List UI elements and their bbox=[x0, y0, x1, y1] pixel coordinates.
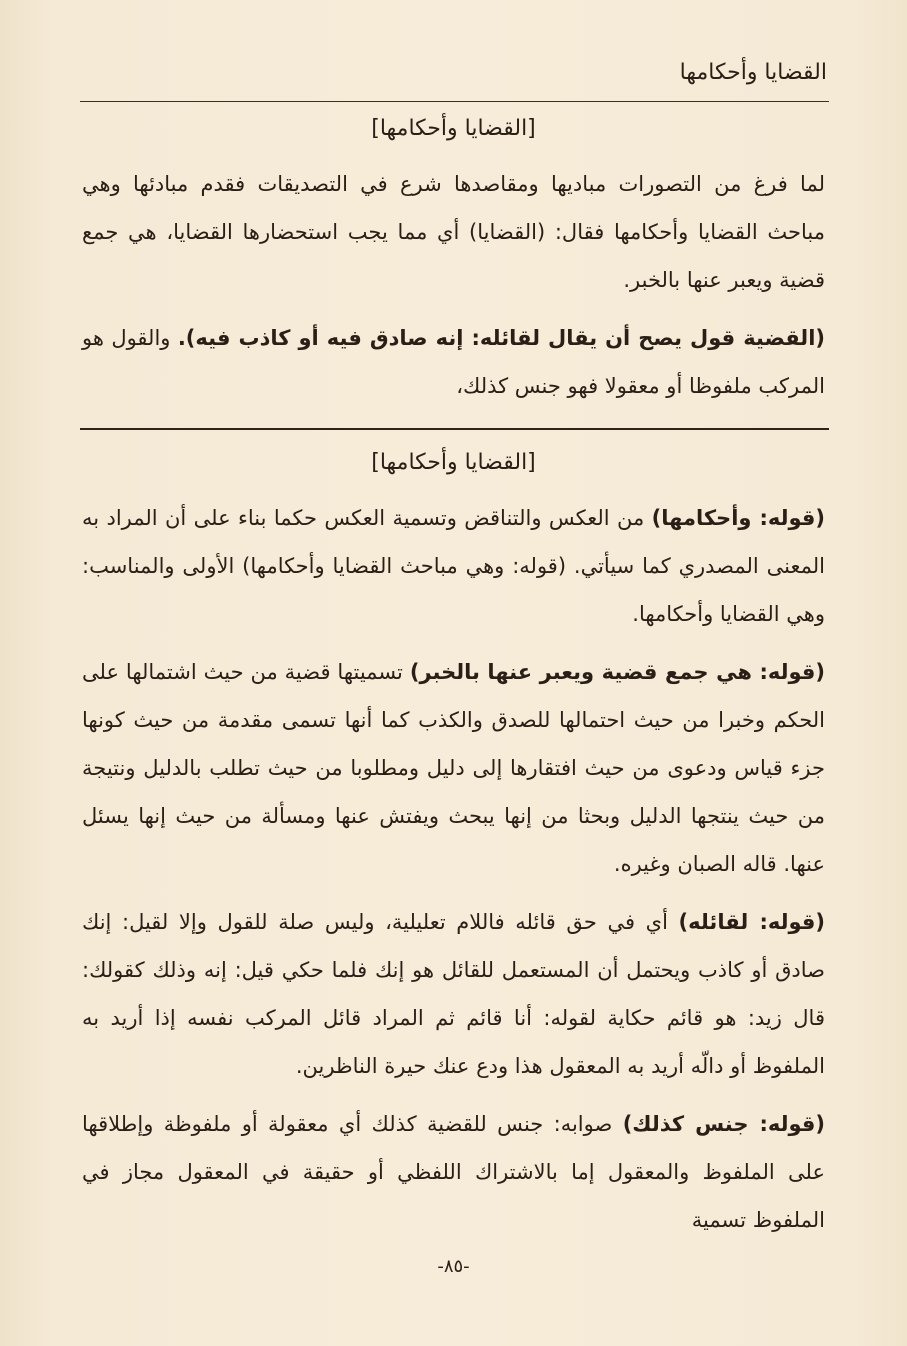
matn-paragraph-2-text: والقول هو المركب ملفوظا أو معقولا فهو جنس كذلك، bbox=[82, 326, 825, 398]
commentary-paragraph-2-lead: (قوله: هي جمع قضية ويعبر عنها بالخبر) bbox=[409, 660, 825, 684]
commentary-paragraph-4-lead: (قوله: جنس كذلك) bbox=[622, 1112, 825, 1136]
commentary-paragraph-2 bbox=[82, 648, 825, 888]
matn-paragraph-2 bbox=[82, 314, 825, 410]
commentary-paragraph-1 bbox=[82, 494, 825, 638]
commentary-paragraph-1-lead: (قوله: وأحكامها) bbox=[651, 506, 825, 530]
commentary-text bbox=[82, 494, 825, 1244]
matn-paragraph-2-lead: (القضية قول يصح أن يقال لقائله: إنه صادق فيه أو كاذب فيه). bbox=[177, 326, 825, 350]
matn-section-title: [القضايا وأحكامها] bbox=[371, 116, 536, 141]
header-rule bbox=[80, 101, 829, 102]
commentary-paragraph-2-text: تسميتها قضية من حيث اشتمالها على الحكم وخبرا من حيث احتمالها للصدق والكذب كما أنها تسمى مقدمة من حيث كونها جزء قياس ودعوى من حيث افتقارها إلى دليل ومطلوبا من حيث تطلب بالدليل ونتيجة من حيث ينتجها الدليل وبحثا من إنها يبحث ويفتش عنها ومسألة من حيث إنها يسئل عنها. قاله الصبان وغيره. bbox=[82, 660, 825, 876]
matn-paragraph-1 bbox=[82, 160, 825, 304]
commentary-section-title: [القضايا وأحكامها] bbox=[371, 450, 536, 475]
commentary-paragraph-4 bbox=[82, 1100, 825, 1244]
page-number: -٨٥- bbox=[437, 1256, 470, 1277]
matn-paragraph-1-text: لما فرغ من التصورات مباديها ومقاصدها شرع في التصديقات فقدم مبادئها وهي مباحث القضايا وأحكامها فقال: (القضايا) أي مما يجب استحضارها القضايا، هي جمع قضية ويعبر عنها بالخبر. bbox=[82, 172, 825, 292]
commentary-paragraph-3-text: أي في حق قائله فاللام تعليلية، وليس صلة للقول وإلا لقيل: إنك صادق أو كاذب ويحتمل أن المستعمل للقائل هو إنك فلما حكي قيل: إنه وذلك كقولك: قال زيد: هو قائم حكاية لقوله: أنا قائم ثم المراد قائل المركب نفسه إذا أريد به الملفوظ أو دالّه أريد به المعقول هذا ودع عنك حيرة الناظرين. bbox=[82, 910, 825, 1078]
matn-text bbox=[82, 160, 825, 410]
commentary-paragraph-1-text: من العكس والتناقض وتسمية العكس حكما بناء على أن المراد به المعنى المصدري كما سيأتي. (قوله: وهي مباحث القضايا وأحكامها) الأولى والمناسب: وهي القضايا وأحكامها. bbox=[82, 506, 825, 626]
running-head: القضايا وأحكامها bbox=[679, 60, 827, 85]
commentary-separator-rule bbox=[80, 428, 829, 430]
commentary-paragraph-3-lead: (قوله: لقائله) bbox=[678, 910, 825, 934]
commentary-paragraph-3 bbox=[82, 898, 825, 1090]
commentary-paragraph-4-text: صوابه: جنس للقضية كذلك أي معقولة أو ملفوظة وإطلاقها على الملفوظ والمعقول إما بالاشتراك اللفظي أو حقيقة في المعقول مجاز في الملفوظ تسمية bbox=[82, 1112, 825, 1232]
